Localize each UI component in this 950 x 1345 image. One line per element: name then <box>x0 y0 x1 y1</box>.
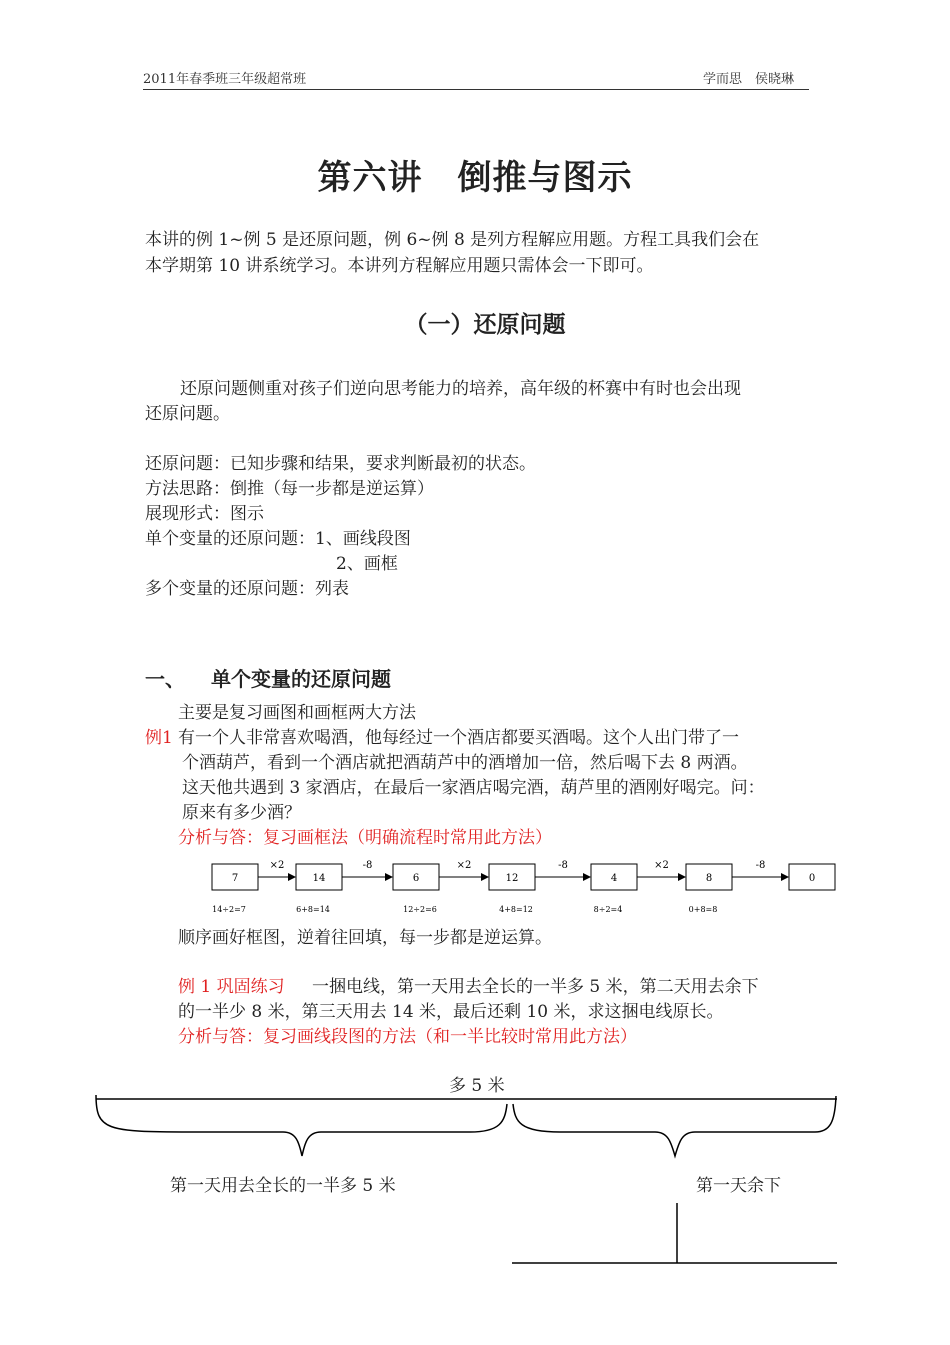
flow-op-label: -8 <box>755 860 766 871</box>
intro-line-1: 本讲的例 1~例 5 是还原问题，例 6~例 8 是列方程解应用题。方程工具我们会在 <box>145 230 760 250</box>
flow-note: 顺序画好框图，逆着往回填，每一步都是逆运算。 <box>178 928 552 948</box>
header-left: 2011年春季班三年级超常班 <box>143 72 307 87</box>
flow-box-value: 12 <box>505 873 519 884</box>
flow-box-value: 8 <box>705 873 713 884</box>
practice-analysis: 分析与答：复习画线段图的方法（和一半比较时常用此方法） <box>178 1027 637 1047</box>
def-line-5: 2、画框 <box>336 554 398 574</box>
flow-op-label: ×2 <box>456 860 472 871</box>
example-tag: 例1 <box>145 728 173 748</box>
def-line-6: 多个变量的还原问题：列表 <box>145 579 349 599</box>
header-right: 学而思 侯晓琳 <box>703 72 795 87</box>
flow-calc-label: 4+8=12 <box>499 905 533 914</box>
flow-box-value: 7 <box>231 873 239 884</box>
flow-box-value: 6 <box>412 873 420 884</box>
main-note: 主要是复习画图和画框两大方法 <box>178 703 416 723</box>
flow-calc-label: 6+8=14 <box>296 905 330 914</box>
page-title: 第六讲 倒推与图示 <box>317 158 633 198</box>
segment-left-label: 第一天用去全长的一半多 5 米 <box>170 1176 396 1196</box>
flow-diagram <box>0 852 950 922</box>
example-analysis: 分析与答：复习画框法（明确流程时常用此方法） <box>178 828 552 848</box>
flow-calc-label: 8÷2=4 <box>593 905 623 914</box>
segment-top-label: 多 5 米 <box>449 1076 505 1096</box>
section-title: 单个变量的还原问题 <box>211 667 391 691</box>
example-line-1: 有一个人非常喜欢喝酒，他每经过一个酒店都要买酒喝。这个人出门带了一 <box>178 728 739 748</box>
practice-tag: 例 1 巩固练习 <box>178 977 285 997</box>
flow-op-label: -8 <box>558 860 568 871</box>
flow-op-label: ×2 <box>269 860 285 871</box>
flow-calc-label: 0+8=8 <box>688 905 718 914</box>
segment-right-label: 第一天余下 <box>696 1176 781 1196</box>
example-line-3: 这天他共遇到 3 家酒店，在最后一家酒店喝完酒，葫芦里的酒刚好喝完。问： <box>182 778 765 798</box>
para-line-2: 还原问题。 <box>145 404 230 424</box>
def-line-2: 方法思路：倒推（每一步都是逆运算） <box>145 479 434 499</box>
example-line-2: 个酒葫芦，看到一个酒店就把酒葫芦中的酒增加一倍，然后喝下去 8 两酒。 <box>182 753 748 773</box>
intro-line-2: 本学期第 10 讲系统学习。本讲列方程解应用题只需体会一下即可。 <box>145 256 654 276</box>
flow-op-label: ×2 <box>654 860 669 871</box>
flow-op-label: -8 <box>362 860 373 871</box>
right-brace <box>513 1096 836 1156</box>
left-brace <box>96 1095 507 1156</box>
flow-box-value: 0 <box>808 873 816 884</box>
subtitle: （一）还原问题 <box>404 312 566 338</box>
flow-box-value: 14 <box>312 873 326 884</box>
def-line-4: 单个变量的还原问题：1、画线段图 <box>145 529 411 549</box>
flow-calc-label: 12÷2=6 <box>403 905 437 914</box>
segment-diagram <box>0 1090 950 1280</box>
def-line-3: 展现形式：图示 <box>145 504 264 524</box>
flow-box-value: 4 <box>610 873 618 884</box>
header-divider <box>143 89 809 90</box>
section-number: 一、 <box>145 667 185 691</box>
practice-line-1: 一捆电线，第一天用去全长的一半多 5 米，第二天用去余下 <box>312 977 759 997</box>
flow-calc-label: 14÷2=7 <box>212 905 246 914</box>
example-line-4: 原来有多少酒？ <box>182 803 301 823</box>
def-line-1: 还原问题：已知步骤和结果，要求判断最初的状态。 <box>145 454 536 474</box>
practice-line-2: 的一半少 8 米，第三天用去 14 米，最后还剩 10 米，求这捆电线原长。 <box>178 1002 724 1022</box>
para-line-1: 还原问题侧重对孩子们逆向思考能力的培养，高年级的杯赛中有时也会出现 <box>180 379 741 399</box>
